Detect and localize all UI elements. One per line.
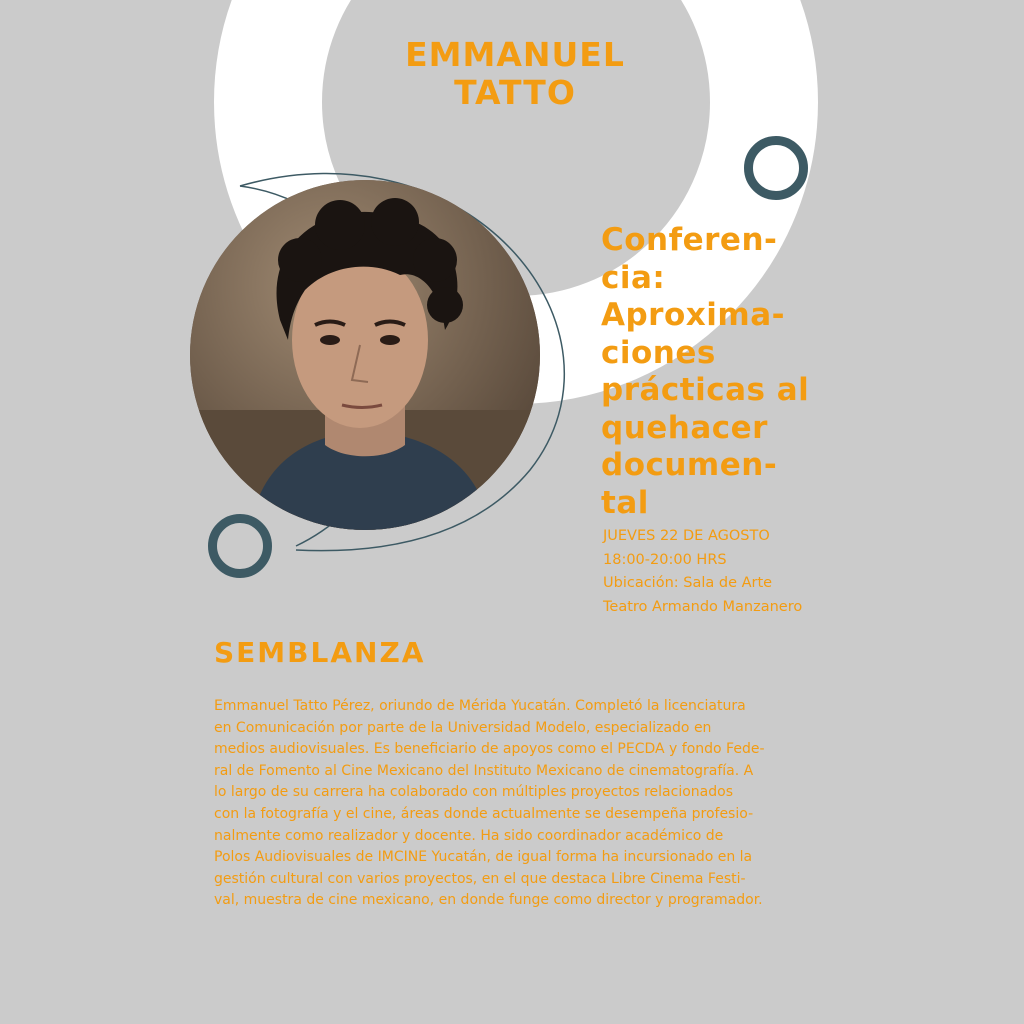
event-info <box>603 525 903 619</box>
speaker-name-line1: EMMANUEL <box>405 35 625 74</box>
semblanza-heading: SEMBLANZA <box>214 636 426 669</box>
speaker-name <box>330 36 700 112</box>
bio-line: gestión cultural con varios proyectos, en el que destaca Libre Cinema Festi- <box>214 870 746 887</box>
bio-line: nalmente como realizador y docente. Ha sido coordinador académico de <box>214 827 724 844</box>
speaker-name-line2: TATTO <box>454 73 576 112</box>
event-time: 18:00-20:00 HRS <box>603 551 727 568</box>
conference-title-line: tal <box>601 484 649 521</box>
conference-title-line: Conferen- <box>601 222 778 258</box>
conference-title-line: ciones <box>601 334 716 371</box>
semblanza-text <box>214 696 854 912</box>
speaker-portrait <box>190 180 540 530</box>
bio-line: con la fotografía y el cine, áreas donde actualmente se desempeña profesio- <box>214 805 754 822</box>
bio-line: ral de Fomento al Cine Mexicano del Instituto Mexicano de cinematografía. A <box>214 762 754 779</box>
conference-title-line: cia: <box>601 259 666 296</box>
bio-line: medios audiovisuales. Es beneficiario de apoyos como el PECDA y fondo Fede- <box>214 741 765 758</box>
bio-line: lo largo de su carrera ha colaborado con múltiples proyectos relacionados <box>214 784 733 801</box>
bio-line: val, muestra de cine mexicano, en donde funge como director y programador. <box>214 892 763 909</box>
bio-line: Emmanuel Tatto Pérez, oriundo de Mérida Yucatán. Completó la licenciatura <box>214 698 746 714</box>
event-location-line1: Ubicación: Sala de Arte <box>603 575 773 591</box>
conference-title-line: Aproxima- <box>601 297 785 333</box>
decorative-small-ring-top <box>744 136 808 200</box>
conference-title <box>601 222 881 522</box>
event-location-line2: Teatro Armando Manzanero <box>603 598 803 615</box>
bio-line: Polos Audiovisuales de IMCINE Yucatán, de igual forma ha incursionado en la <box>214 849 753 866</box>
conference-title-line: quehacer <box>601 409 768 446</box>
conference-title-line: documen- <box>601 447 778 483</box>
conference-title-line: prácticas al <box>601 372 810 408</box>
bio-line: en Comunicación por parte de la Universidad Modelo, especializado en <box>214 719 712 736</box>
event-date: JUEVES 22 DE AGOSTO <box>603 528 770 544</box>
decorative-small-ring-left <box>208 514 272 578</box>
